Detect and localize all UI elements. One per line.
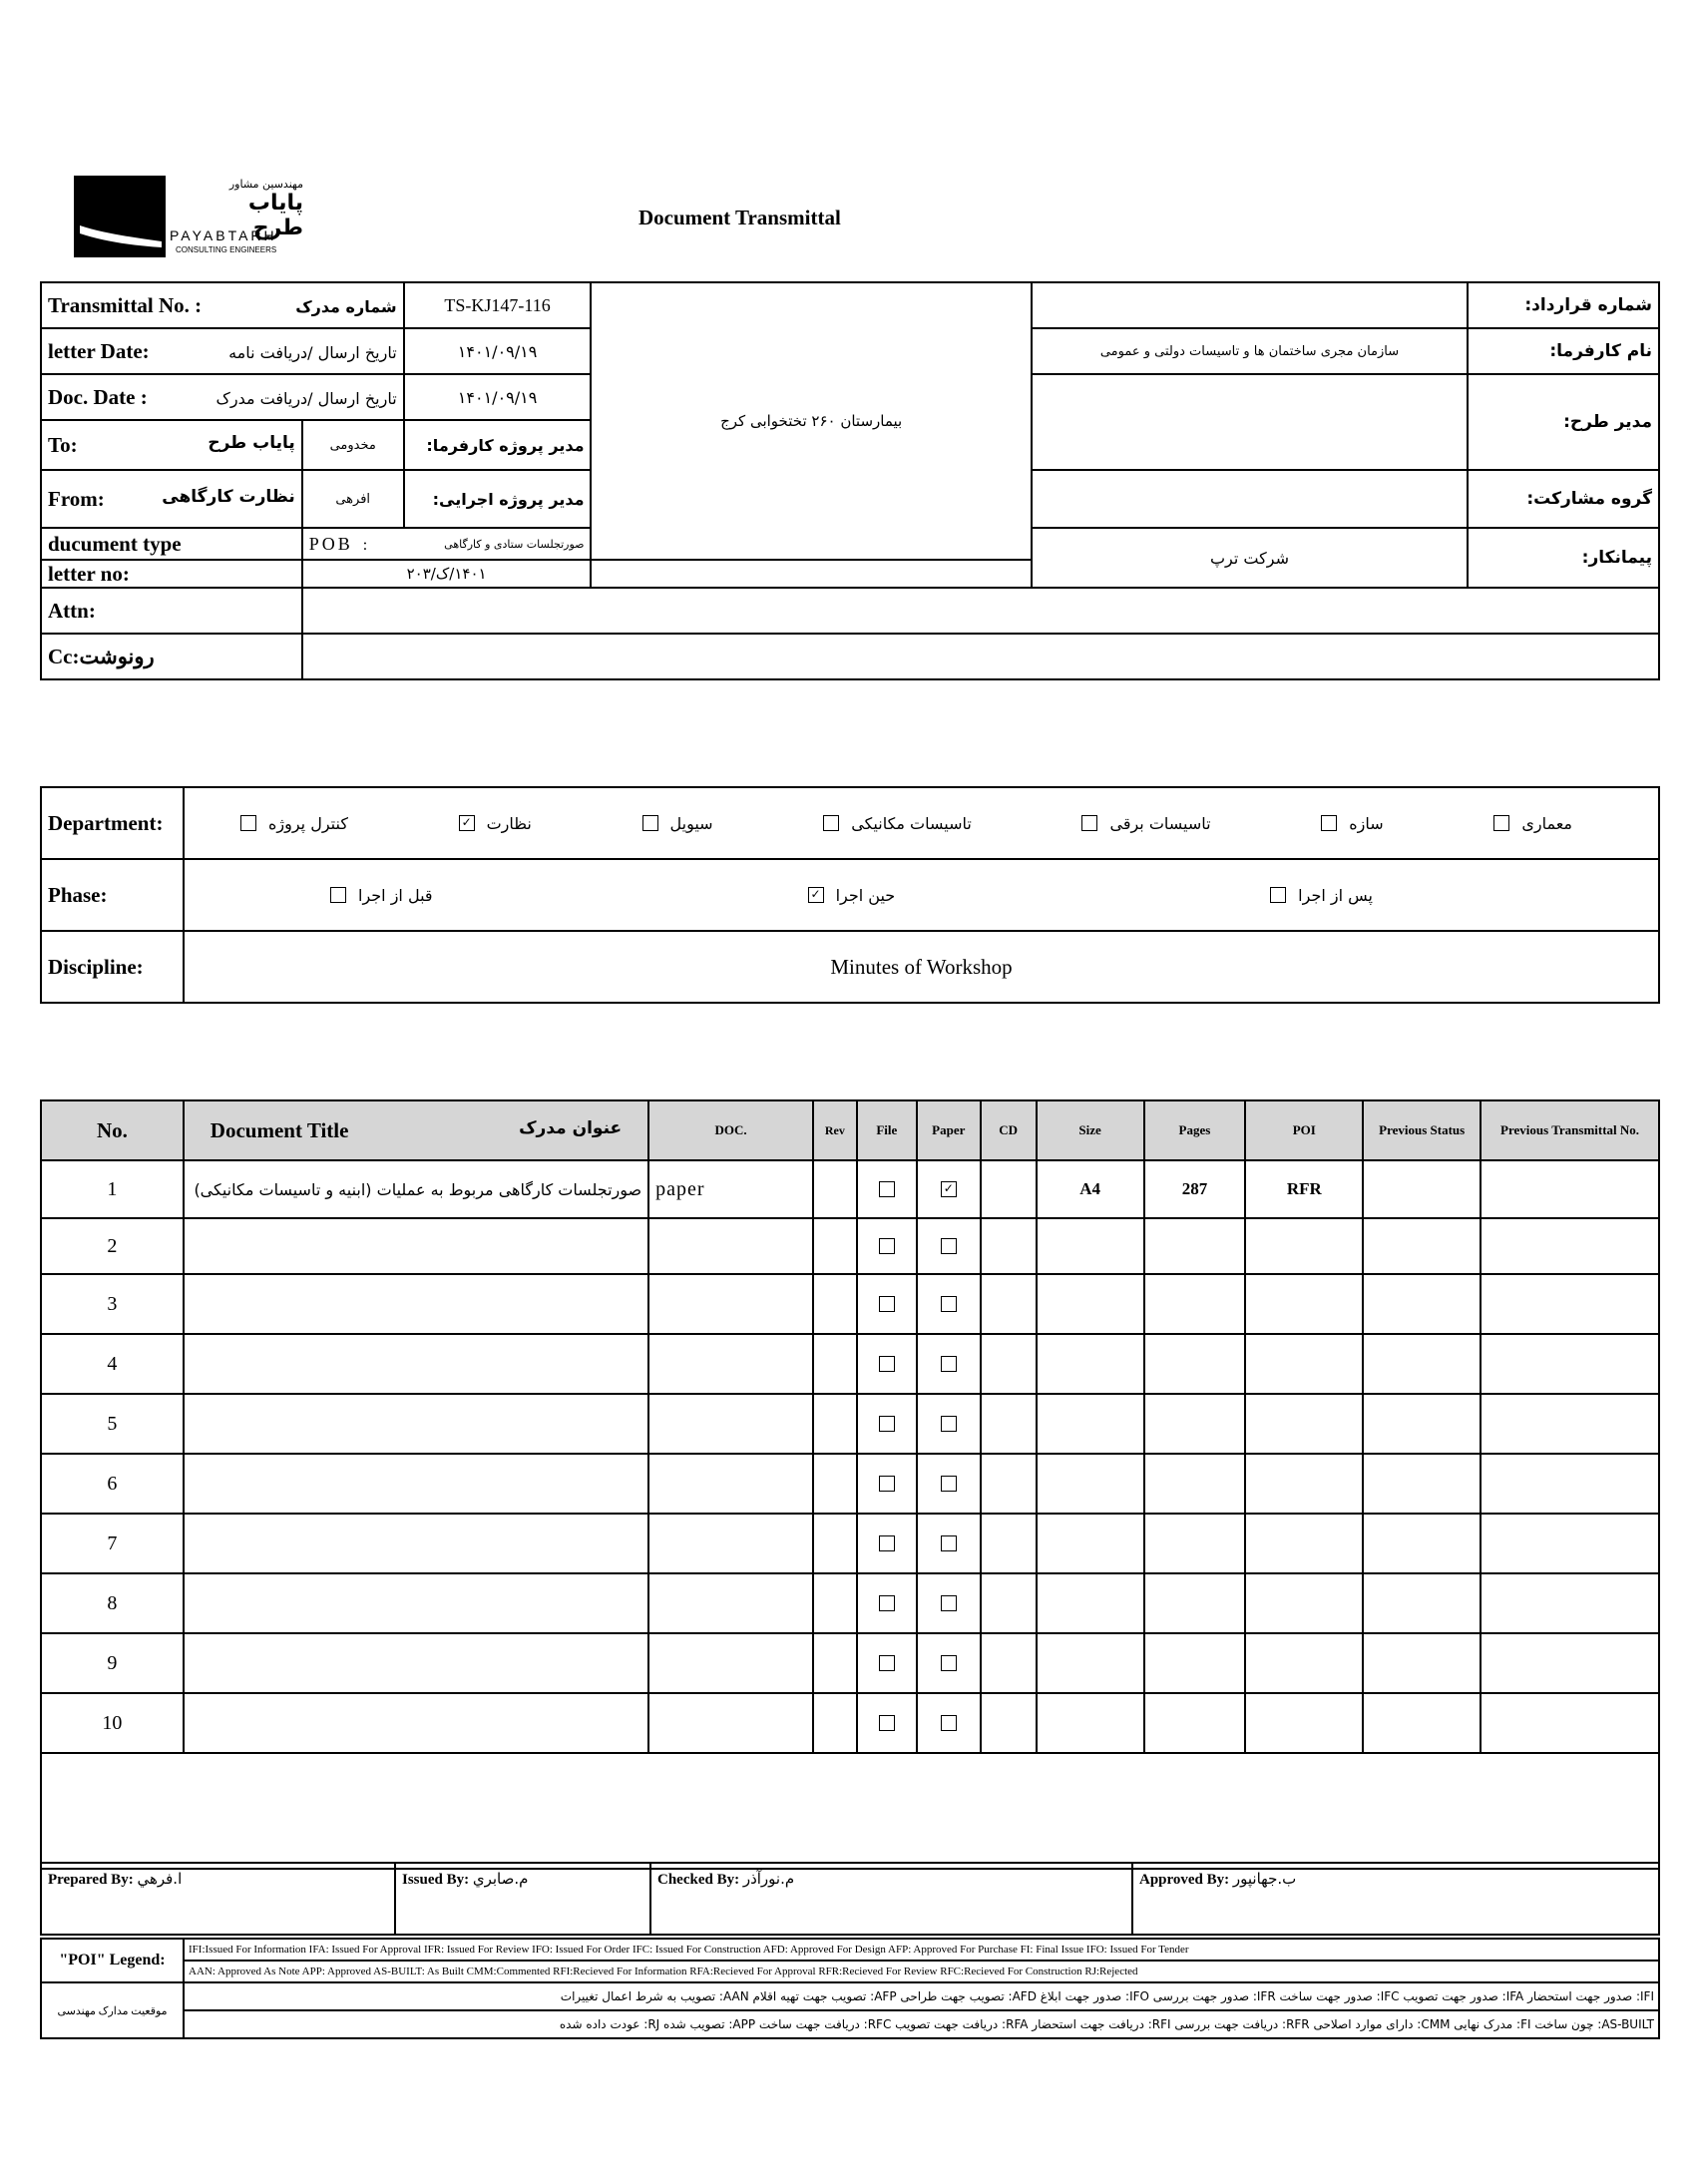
- contractor-label: پیمانکار:: [1468, 528, 1659, 588]
- legend-line-3: IFI: صدور جهت استحضار IFA: صدور جهت تصویب IFC: صدور جهت ساخت IFR: صدور جهت بررسی IFO: صدور جهت ابلاغ AFD: تصویب جهت طراحی AFP: تصویب جهت تهیه اقلام AAN: تصویب به شرط اعمال تغییرات: [184, 1982, 1659, 2010]
- row-title: [184, 1514, 648, 1573]
- row-size: [1037, 1454, 1144, 1514]
- row-rev: [813, 1218, 857, 1274]
- to-role: مدیر پروژه کارفرما:: [404, 420, 592, 470]
- department-option[interactable]: [823, 814, 972, 833]
- row-pages: [1144, 1218, 1246, 1274]
- table-row: [41, 1394, 1659, 1454]
- header-paper: Paper: [917, 1100, 981, 1160]
- row-paper[interactable]: [917, 1693, 981, 1753]
- discipline-value: Minutes of Workshop: [184, 931, 1659, 1003]
- row-pages: [1144, 1454, 1246, 1514]
- row-pages: [1144, 1573, 1246, 1633]
- row-poi: [1245, 1573, 1363, 1633]
- signatures-table: [40, 1862, 1660, 1936]
- row-no: 2: [41, 1218, 184, 1274]
- row-file[interactable]: [857, 1218, 917, 1274]
- row-no: 5: [41, 1394, 184, 1454]
- row-prev-no: [1481, 1394, 1659, 1454]
- attn-label: Attn:: [41, 588, 302, 634]
- row-prev-no: [1481, 1218, 1659, 1274]
- row-doc: [648, 1514, 813, 1573]
- row-pages: [1144, 1334, 1246, 1394]
- row-size: [1037, 1693, 1144, 1753]
- logo-mark: [74, 176, 166, 257]
- doctype-label: ducument type: [41, 528, 302, 560]
- row-no: 10: [41, 1693, 184, 1753]
- checkbox-icon[interactable]: [879, 1476, 895, 1492]
- row-cd: [981, 1274, 1037, 1334]
- header-file: File: [857, 1100, 917, 1160]
- row-doc: [648, 1274, 813, 1334]
- row-title: صورتجلسات کارگاهی مربوط به عملیات (ابنیه و تاسیسات مکانیکی): [184, 1160, 648, 1218]
- row-poi: [1245, 1218, 1363, 1274]
- discipline-label: Discipline:: [41, 931, 184, 1003]
- row-rev: [813, 1274, 857, 1334]
- contract-label: شماره قرارداد:: [1468, 282, 1659, 328]
- row-poi: [1245, 1334, 1363, 1394]
- checkbox-icon[interactable]: [879, 1238, 895, 1254]
- row-cd: [981, 1160, 1037, 1218]
- table-row: [41, 1514, 1659, 1573]
- contractor-value: شرکت ترپ: [1032, 528, 1468, 588]
- row-no: 3: [41, 1274, 184, 1334]
- checkbox-icon[interactable]: [1321, 815, 1337, 831]
- to-cell: To: پایاب طرح: [41, 420, 302, 470]
- header-poi: POI: [1245, 1100, 1363, 1160]
- row-cd: [981, 1334, 1037, 1394]
- department-option[interactable]: [642, 814, 713, 833]
- checkbox-icon[interactable]: [879, 1181, 895, 1197]
- department-option[interactable]: [240, 814, 348, 833]
- employer-value: سازمان مجری ساختمان ها و تاسیسات دولتی و عمومی: [1032, 328, 1468, 374]
- issued-by: Issued By: م.صابري: [395, 1863, 650, 1935]
- row-paper[interactable]: [917, 1633, 981, 1693]
- row-paper[interactable]: [917, 1218, 981, 1274]
- row-paper[interactable]: [917, 1573, 981, 1633]
- table-row: [41, 1218, 1659, 1274]
- row-file[interactable]: [857, 1160, 917, 1218]
- approved-by: Approved By: ب.جهانپور: [1132, 1863, 1659, 1935]
- row-prev-status: [1363, 1454, 1481, 1514]
- department-option-label: کنترل پروژه: [268, 813, 348, 833]
- row-prev-no: [1481, 1693, 1659, 1753]
- row-rev: [813, 1573, 857, 1633]
- row-rev: [813, 1514, 857, 1573]
- row-doc: [648, 1454, 813, 1514]
- doc-date-cell: Doc. Date : تاریخ ارسال /دریافت مدرک: [41, 374, 404, 420]
- row-prev-no: [1481, 1274, 1659, 1334]
- letterno-label: letter no:: [41, 560, 302, 588]
- row-no: 9: [41, 1633, 184, 1693]
- design-manager-value: [1032, 374, 1468, 470]
- poi-legend-table: [40, 1938, 1660, 2039]
- row-paper[interactable]: [917, 1514, 981, 1573]
- checkbox-icon[interactable]: [330, 887, 346, 903]
- page-title: Document Transmittal: [638, 206, 841, 229]
- row-pages: 287: [1144, 1160, 1246, 1218]
- header-prev-status: Previous Status: [1363, 1100, 1481, 1160]
- row-rev: [813, 1334, 857, 1394]
- row-cd: [981, 1693, 1037, 1753]
- row-file[interactable]: [857, 1334, 917, 1394]
- legend-fa-label: موقعیت مدارک مهندسی: [41, 1982, 184, 2038]
- row-prev-status: [1363, 1633, 1481, 1693]
- department-option-label: معماری: [1521, 813, 1572, 833]
- row-doc: [648, 1218, 813, 1274]
- row-doc: [648, 1334, 813, 1394]
- row-cd: [981, 1394, 1037, 1454]
- row-size: [1037, 1218, 1144, 1274]
- row-prev-status: [1363, 1693, 1481, 1753]
- row-paper[interactable]: [917, 1394, 981, 1454]
- checkbox-icon[interactable]: [941, 1595, 957, 1611]
- checkbox-icon[interactable]: [1270, 887, 1286, 903]
- row-rev: [813, 1693, 857, 1753]
- row-rev: [813, 1160, 857, 1218]
- table-row: [41, 1334, 1659, 1394]
- header-title: Document Title عنوان مدرک: [184, 1100, 648, 1160]
- checkbox-icon[interactable]: [879, 1356, 895, 1372]
- from-role: مدیر پروژه اجرایی:: [404, 470, 592, 528]
- row-prev-status: [1363, 1218, 1481, 1274]
- department-option-label: تاسیسات برقی: [1109, 813, 1211, 833]
- row-poi: [1245, 1454, 1363, 1514]
- checkbox-icon[interactable]: [941, 1238, 957, 1254]
- department-option-label: نظارت: [486, 813, 532, 833]
- partner-label: گروه مشارکت:: [1468, 470, 1659, 528]
- checkbox-icon[interactable]: [240, 815, 256, 831]
- header-prev-no: Previous Transmittal No.: [1481, 1100, 1659, 1160]
- row-title: [184, 1693, 648, 1753]
- row-cd: [981, 1218, 1037, 1274]
- notes-area: [41, 1753, 1659, 1869]
- row-no: 8: [41, 1573, 184, 1633]
- legend-line-4: AS-BUILT: چون ساخت FI: مدرک نهایی CMM: دارای موارد اصلاحی RFR: دریافت جهت بررسی RFI: دریافت جهت استحضار RFA: دریافت جهت تصویب RFC: دریافت جهت ساخت APP: تصویب شده RJ: عودت داده شده: [184, 2010, 1659, 2038]
- department-label: Department:: [41, 787, 184, 859]
- row-doc: [648, 1394, 813, 1454]
- row-title: [184, 1334, 648, 1394]
- row-doc: [648, 1693, 813, 1753]
- table-row: [41, 1274, 1659, 1334]
- row-size: [1037, 1514, 1144, 1573]
- phase-label: Phase:: [41, 859, 184, 931]
- row-pages: [1144, 1394, 1246, 1454]
- checkbox-icon[interactable]: [1493, 815, 1509, 831]
- documents-table: [40, 1099, 1660, 1870]
- row-size: A4: [1037, 1160, 1144, 1218]
- table-row: [41, 1573, 1659, 1633]
- row-prev-status: [1363, 1514, 1481, 1573]
- row-prev-no: [1481, 1633, 1659, 1693]
- checkbox-icon[interactable]: [941, 1356, 957, 1372]
- row-poi: [1245, 1633, 1363, 1693]
- row-size: [1037, 1334, 1144, 1394]
- checkbox-icon[interactable]: [879, 1715, 895, 1731]
- department-table: [40, 786, 1660, 1004]
- checkbox-icon[interactable]: [941, 1715, 957, 1731]
- row-size: [1037, 1573, 1144, 1633]
- checkbox-icon[interactable]: [941, 1655, 957, 1671]
- row-file[interactable]: [857, 1693, 917, 1753]
- header-cd: CD: [981, 1100, 1037, 1160]
- cc-value: [302, 634, 1659, 679]
- doc-date-value: ۱۴۰۱/۰۹/۱۹: [404, 374, 592, 420]
- from-person: افرهی: [302, 470, 404, 528]
- checkbox-icon[interactable]: [941, 1476, 957, 1492]
- logo-en-sub: CONSULTING ENGINEERS: [176, 245, 277, 254]
- row-poi: [1245, 1693, 1363, 1753]
- phase-option[interactable]: [1270, 886, 1373, 905]
- table-row: [41, 1454, 1659, 1514]
- phase-option-label: حین اجرا: [835, 885, 896, 905]
- checked-checkbox-icon[interactable]: ✓: [459, 815, 475, 831]
- row-poi: [1245, 1394, 1363, 1454]
- to-person: مخدومی: [302, 420, 404, 470]
- row-paper[interactable]: [917, 1334, 981, 1394]
- row-doc: paper: [648, 1160, 813, 1218]
- row-prev-no: [1481, 1334, 1659, 1394]
- transmittal-no-value: TS-KJ147-116: [404, 282, 592, 328]
- poi-legend-label: "POI" Legend:: [41, 1939, 184, 1982]
- department-options: [184, 787, 1659, 859]
- row-file[interactable]: [857, 1633, 917, 1693]
- checkbox-icon[interactable]: [879, 1535, 895, 1551]
- letter-date-value: ۱۴۰۱/۰۹/۱۹: [404, 328, 592, 374]
- row-pages: [1144, 1274, 1246, 1334]
- checkbox-icon[interactable]: [879, 1595, 895, 1611]
- doctype-cell: POB : صورتجلسات ستادی و کارگاهی: [302, 528, 592, 560]
- row-size: [1037, 1274, 1144, 1334]
- phase-options: [184, 859, 1659, 931]
- attn-value: [302, 588, 1659, 634]
- checkbox-icon[interactable]: [879, 1296, 895, 1312]
- row-cd: [981, 1633, 1037, 1693]
- row-prev-status: [1363, 1573, 1481, 1633]
- row-cd: [981, 1454, 1037, 1514]
- row-prev-no: [1481, 1573, 1659, 1633]
- row-prev-status: [1363, 1334, 1481, 1394]
- table-row: [41, 1633, 1659, 1693]
- company-logo: [74, 176, 303, 259]
- row-prev-no: [1481, 1454, 1659, 1514]
- checked-by: Checked By: م.نورآذر: [650, 1863, 1132, 1935]
- header-size: Size: [1037, 1100, 1144, 1160]
- partner-value: [1032, 470, 1468, 528]
- row-no: 1: [41, 1160, 184, 1218]
- row-title: [184, 1454, 648, 1514]
- row-rev: [813, 1454, 857, 1514]
- letterno-value: ۱۴۰۱/ک/۲۰۳: [302, 560, 592, 588]
- checkbox-icon[interactable]: [823, 815, 839, 831]
- department-option-label: سازه: [1349, 813, 1384, 833]
- phase-option-label: قبل از اجرا: [358, 885, 433, 905]
- row-poi: RFR: [1245, 1160, 1363, 1218]
- row-rev: [813, 1394, 857, 1454]
- row-file[interactable]: [857, 1274, 917, 1334]
- row-size: [1037, 1394, 1144, 1454]
- legend-line-1: IFI:Issued For Information IFA: Issued For Approval IFR: Issued For Review IFO: Issued For Order IFC: Issued For Construction AFD: Approved For Design AFP: Approved For Purchase FI: Final Issue IFO: Issued For Tender: [184, 1939, 1659, 1961]
- legend-line-2: AAN: Approved As Note APP: Approved AS-BUILT: As Built CMM:Commented RFI:Recieved For Information RFA:Recieved For Approval RFR:Recieved For Review RFC:Recieved For Construction RJ:Rejected: [184, 1961, 1659, 1982]
- row-prev-status: [1363, 1394, 1481, 1454]
- row-title: [184, 1573, 648, 1633]
- design-manager-label: مدیر طرح:: [1468, 374, 1659, 470]
- row-cd: [981, 1573, 1037, 1633]
- checked-checkbox-icon[interactable]: ✓: [808, 887, 824, 903]
- row-paper[interactable]: [917, 1274, 981, 1334]
- phase-option[interactable]: [808, 886, 896, 905]
- checkbox-icon[interactable]: [941, 1416, 957, 1432]
- project-name: بیمارستان ۲۶۰ تختخوابی کرج: [591, 282, 1031, 560]
- row-file[interactable]: [857, 1454, 917, 1514]
- table-row: [41, 1160, 1659, 1218]
- checked-checkbox-icon[interactable]: ✓: [941, 1181, 957, 1197]
- phase-option[interactable]: [330, 886, 433, 905]
- row-pages: [1144, 1514, 1246, 1573]
- table-row: [41, 1693, 1659, 1753]
- department-option[interactable]: [459, 814, 532, 833]
- checkbox-icon[interactable]: [1081, 815, 1097, 831]
- department-option[interactable]: [1081, 814, 1210, 833]
- row-no: 6: [41, 1454, 184, 1514]
- row-prev-no: [1481, 1514, 1659, 1573]
- checkbox-icon[interactable]: [879, 1655, 895, 1671]
- department-option-label: سیویل: [669, 813, 713, 833]
- department-option[interactable]: [1493, 814, 1572, 833]
- row-rev: [813, 1633, 857, 1693]
- checkbox-icon[interactable]: [941, 1535, 957, 1551]
- employer-label: نام کارفرما:: [1468, 328, 1659, 374]
- from-cell: From: نظارت کارگاهی: [41, 470, 302, 528]
- header-rev: Rev: [813, 1100, 857, 1160]
- row-title: [184, 1218, 648, 1274]
- row-pages: [1144, 1693, 1246, 1753]
- row-paper[interactable]: [917, 1454, 981, 1514]
- row-file[interactable]: [857, 1573, 917, 1633]
- row-pages: [1144, 1633, 1246, 1693]
- phase-option-label: پس از اجرا: [1298, 885, 1373, 905]
- transmittal-no-cell: Transmittal No. : شماره مدرک: [41, 282, 404, 328]
- logo-en-name: PAYABTARH: [170, 227, 277, 243]
- row-doc: [648, 1573, 813, 1633]
- row-no: 7: [41, 1514, 184, 1573]
- row-poi: [1245, 1274, 1363, 1334]
- row-prev-no: [1481, 1160, 1659, 1218]
- logo-fa-name: مهندسین مشاور پایاب طرح: [228, 178, 303, 240]
- checkbox-icon[interactable]: [941, 1296, 957, 1312]
- row-prev-status: [1363, 1160, 1481, 1218]
- header-pages: Pages: [1144, 1100, 1246, 1160]
- header-no: No.: [41, 1100, 184, 1160]
- cc-label: Cc:رونوشت: [41, 634, 302, 679]
- header-doc: DOC.: [648, 1100, 813, 1160]
- row-file[interactable]: [857, 1514, 917, 1573]
- row-file[interactable]: [857, 1394, 917, 1454]
- row-size: [1037, 1633, 1144, 1693]
- checkbox-icon[interactable]: [642, 815, 658, 831]
- row-title: [184, 1633, 648, 1693]
- department-option-label: تاسیسات مکانیکی: [851, 813, 972, 833]
- row-prev-status: [1363, 1274, 1481, 1334]
- row-no: 4: [41, 1334, 184, 1394]
- transmittal-info-table: [40, 281, 1660, 680]
- row-title: [184, 1274, 648, 1334]
- row-paper[interactable]: [917, 1160, 981, 1218]
- department-option[interactable]: [1321, 814, 1383, 833]
- row-poi: [1245, 1514, 1363, 1573]
- checkbox-icon[interactable]: [879, 1416, 895, 1432]
- letter-date-cell: letter Date: تاریخ ارسال /دریافت نامه: [41, 328, 404, 374]
- row-doc: [648, 1633, 813, 1693]
- prepared-by: Prepared By: ا.فرهي: [41, 1863, 395, 1935]
- row-cd: [981, 1514, 1037, 1573]
- row-title: [184, 1394, 648, 1454]
- contract-value: [1032, 282, 1468, 328]
